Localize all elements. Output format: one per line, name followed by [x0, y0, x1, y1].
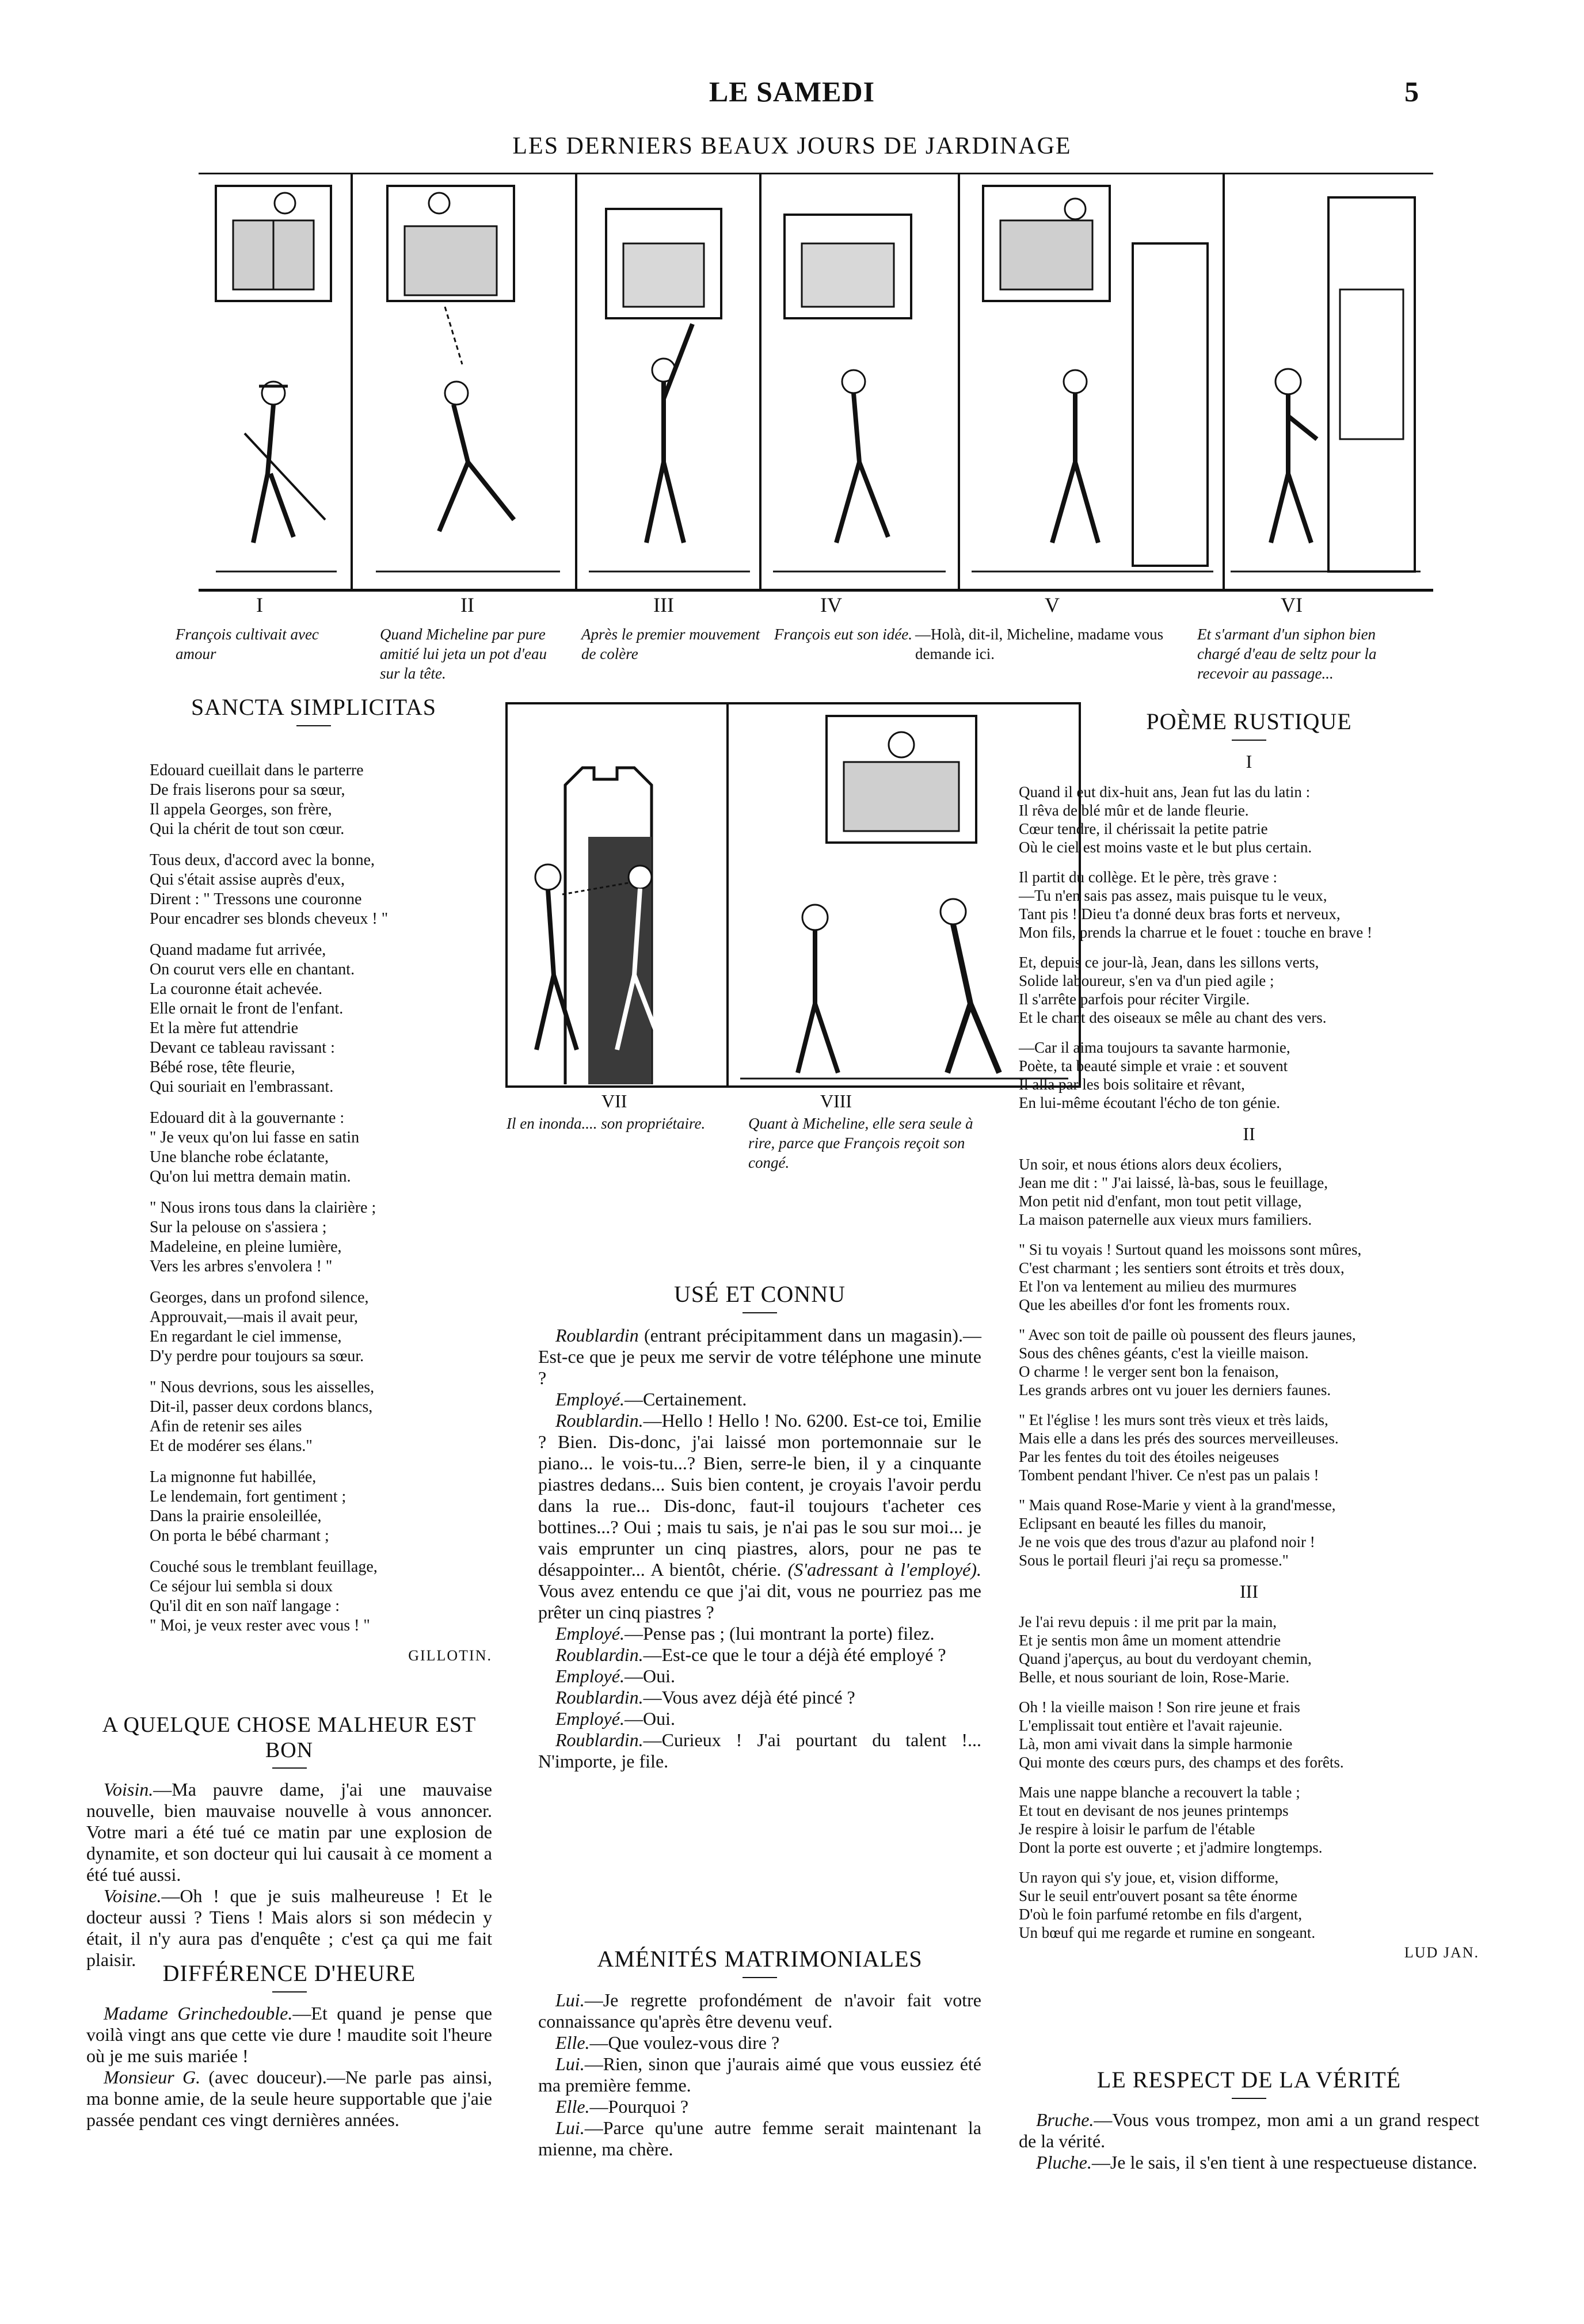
difference-title: DIFFÉRENCE D'HEURE — [162, 1960, 416, 1986]
numeral-5: V — [1045, 593, 1060, 616]
caption-1: François cultivait avec amour — [176, 626, 319, 662]
poeme-part-3-text: Je l'ai revu depuis : il me prit par la main, Et je sentis mon âme un moment attendrie Quand j'aperçus, au bout du verdoyant chemin, Belle, et nous souriant de loin, Rose-Marie. Oh ! la vieille maison ! Son rire jeune et frais L'emplissait tout entière et l'avait rajeunie. Là, mon ami vivait dans la simple harmonie Qui monte des cœurs purs, des champs et des forêts. Mais une nappe blanche a recouvert la table ; Et tout en devisant de nos jeunes printemps Je respire à loisir le parfum de l'étable Dont la porte est ouverte ; et j'admire longtemps. Un rayon qui s'y joue, et, vision difforme, Sur le seuil entr'ouvert posant sa tête énorme D'où le foin parfumé retombe en fils d'argent, Un bœuf qui me regarde et rumine en songeant. — [1019, 1613, 1344, 1941]
caption-4: François eut son idée. — [774, 626, 912, 643]
difference-body: Madame Grinchedouble.—Et quand je pense que voilà vingt ans que cette vie dure ! maudite soit l'heure où je me suis mariée ! Monsieur G. (avec douceur).—Ne parle pas ainsi, ma bonne amie, de la seule heure supportable que j'aie passée pendant ces vingt dernières années. — [86, 2003, 493, 2130]
stanza: " Nous devrions, sous les aisselles, Dit-il, passer deux cordons blancs, Afin de retenir ses ailes Et de modérer ses élans." — [150, 1378, 375, 1455]
poeme-signature: LUD JAN. — [1404, 1944, 1479, 1961]
numeral-2: II — [460, 593, 474, 616]
article-sancta-simplicitas — [135, 694, 492, 1664]
comic-strip — [199, 173, 1433, 592]
article-amenites — [538, 1945, 981, 2160]
caption-6: Et s'armant d'un siphon bien chargé d'eau de seltz pour la recevoir au passage... — [1197, 626, 1377, 682]
sancta-signature: GILLOTIN. — [408, 1647, 492, 1664]
illustration-gardener — [199, 174, 351, 586]
title-divider — [272, 1767, 307, 1769]
strip-panel-2 — [353, 174, 577, 589]
caption-5: —Holà, dit-il, Micheline, madame vous demande ici. — [915, 626, 1164, 662]
numeral-7: VII — [601, 1091, 627, 1111]
article-use-et-connu — [538, 1281, 981, 1772]
poeme-part-2-text: Un soir, et nous étions alors deux écoliers, Jean me dit : " J'ai laissé, là-bas, sous le feuillage, Mon petit nid d'enfant, mon tout petit village, La maison paternelle aux vieux murs familiers. " Si tu voyais ! Surtout quand les moissons sont mûres, C'est charmant ; les sentiers sont étroits et très doux, Et l'on va lentement au milieu des murmures Que les abeilles d'or font les froments roux. " Avec son toit de paille où poussent des fleurs jaunes, Sous des chênes géants, c'est la vieille maison. O charme ! le verger sent bon la fenaison, Les grands arbres ont vu jouer les derniers faunes. " Et l'église ! les murs sont très vieux et très laids, Mais elle a dans les prés des sources merveilleuses. Par les fentes du toit des étoiles neigeuses Tombent pendant l'hiver. Ce n'est pas un palais ! " Mais quand Rose-Marie y vient à la grand'messe, Eclipsant en beauté les filles du manoir, Je ne vois que des trous d'azur au plafond noir ! Sous le portail fleuri j'ai reçu sa promesse." — [1019, 1156, 1362, 1569]
title-divider — [296, 725, 331, 726]
title-divider — [742, 1977, 777, 1978]
title-divider — [272, 1991, 307, 1992]
numeral-3: III — [653, 593, 674, 616]
title-divider — [1232, 2098, 1266, 2099]
article-respect — [1019, 2066, 1479, 2173]
stanza: Couché sous le tremblant feuillage, Ce séjour lui sembla si doux Qu'il dit en son naïf langage : " Moi, je veux rester avec vous ! " — [150, 1558, 378, 1635]
illustration-siphon — [1225, 174, 1431, 586]
strip-panel-6 — [1225, 174, 1433, 589]
stanza: Quand madame fut arrivée, On courut vers elle en chantant. La couronne était achevée. Elle ornait le front de l'enfant. Et la mère fut attendrie Devant ce tableau ravissant : Bébé rose, tête fleurie, Qui souriait en l'embrassant. — [150, 941, 355, 1096]
panel-vii — [508, 704, 729, 1085]
stanza: " Nous irons tous dans la clairière ; Sur la pelouse on s'assiera ; Madeleine, en pleine lumière, Vers les arbres s'envolera ! " — [150, 1199, 376, 1275]
page-number: 5 — [1404, 75, 1419, 108]
amenites-body: Lui.—Je regrette profondément de n'avoir fait votre connaissance qu'après être devenu veuf. Elle.—Que voulez-vous dire ? Lui.—Rien, sinon que j'aurais aimé que vous eussiez été ma première femme. Elle.—Pourquoi ? Lui.—Parce qu'une autre femme serait maintenant la mienne, ma chère. — [538, 1990, 981, 2159]
illustration-soaked-owner — [508, 704, 724, 1085]
illustration-idea — [761, 174, 958, 586]
stanza: Georges, dans un profond silence, Approuvait,—mais il avait peur, En regardant le ciel immense, D'y perdre pour toujours sa sœur. — [150, 1289, 369, 1365]
illustration-calling — [960, 174, 1223, 586]
comic-panels-vii-viii — [505, 702, 1081, 1088]
article-poeme-rustique — [1019, 708, 1479, 1961]
caption-8: Quant à Micheline, elle sera seule à rire, parce que François reçoit son congé. — [748, 1115, 973, 1171]
use-title: USÉ ET CONNU — [674, 1281, 846, 1307]
title-divider — [742, 1312, 777, 1313]
respect-title: LE RESPECT DE LA VÉRITÉ — [1096, 2067, 1402, 2093]
page-title: LES DERNIERS BEAUX JOURS DE JARDINAGE — [512, 133, 1072, 159]
sancta-poem — [135, 761, 492, 1636]
numeral-8: VIII — [820, 1091, 852, 1111]
amenites-title: AMÉNITÉS MATRIMONIALES — [597, 1946, 923, 1972]
strip-panel-5 — [960, 174, 1225, 589]
numeral-1: I — [256, 593, 263, 616]
respect-body: Bruche.—Vous vous trompez, mon ami a un grand respect de la vérité. Pluche.—Je le sais, il s'en tient à une respectueuse distance. — [1019, 2109, 1479, 2173]
poeme-part-2: II — [1243, 1123, 1255, 1144]
malheur-body: Voisin.—Ma pauvre dame, j'ai une mauvaise nouvelle, bien mauvaise nouvelle à vous annoncer. Votre mari a été tué ce matin par une explosion de dynamite, et son docteur qui lui causait à ce moment a été tué aussi. Voisine.—Oh ! que je suis malheureuse ! Et le docteur aussi ? Tiens ! Mais alors si son médecin y était, il n'y aura pas d'enquête ; c'est ça qui me fait plaisir. — [86, 1779, 492, 1970]
title-divider — [1232, 740, 1266, 741]
strip-panel-3 — [577, 174, 761, 589]
poeme-part-1-text: Quand il eut dix-huit ans, Jean fut las du latin : Il rêva de blé mûr et de lande fleurie. Cœur tendre, il chérissait la petite patrie Où le ciel est moins vaste et le but plus certain. Il partit du collège. Et le père, très grave : —Tu n'en sais pas assez, mais puisque tu le veux, Tant pis ! Dieu t'a donné deux bras forts et nerveux, Mon fils, prends la charrue et le fouet : touche en brave ! Et, depuis ce jour-là, Jean, dans les sillons verts, Solide laboureur, s'en va d'un pied agile ; Il s'arrête parfois pour réciter Virgile. Et le chant des oiseaux se mêle au chant des vers. —Car il aima toujours ta savante harmonie, Poète, ta beauté simple et vraie : et souvent Il alla par les bois solitaire et rêvant, En lui-même écoutant l'écho de ton génie. — [1019, 783, 1373, 1111]
caption-7: Il en inonda.... son propriétaire. — [507, 1115, 706, 1132]
stanza: Tous deux, d'accord avec la bonne, Qui s'était assise auprès d'eux, Dirent : " Tressons une couronne Pour encadrer ses blonds cheveux ! " — [150, 851, 389, 928]
strip-panel-4 — [761, 174, 960, 589]
strip-panel-1 — [199, 174, 353, 589]
stanza: La mignonne fut habillée, Le lendemain, fort gentiment ; Dans la prairie ensoleillée, On porta le bébé charmant ; — [150, 1468, 346, 1545]
caption-2: Quand Micheline par pure amitié lui jeta un pot d'eau sur la tête. — [380, 626, 547, 682]
article-difference — [86, 1960, 492, 2131]
illustration-water-pour — [353, 174, 575, 586]
use-body: Roublardin (entrant précipitamment dans un magasin).—Est-ce que je peux me servir de votre téléphone une minute ? Employé.—Certainement. Roublardin.—Hello ! Hello ! No. 6200. Est-ce toi, Emilie ? Bien. Dis-donc, j'ai laissé mon portemonnaie sur le piano... le vois-tu...? Bien, serre-le bien, il y a cinquante piastres dedans... Suis bien content, je croyais l'avoir perdu dans la rue... Dis-donc, faut-il toujours t'acheter ces bottines...? Oui ; mais tu sais, je n'ai pas le sou sur moi... je vais emprunter un cinq piastres, alors, pour ne pas te désappointer... A bientôt, chérie. (S'adressant à l'employé). Vous avez entendu ce que j'ai dit, vous ne pourriez pas me prêter un cinq piastres ? Employé.—Pense pas ; (lui montrant la porte) filez. Roublardin.—Est-ce que le tour a déjà été employé ? Employé.—Oui. Roublardin.—Vous avez déjà été pincé ? Employé.—Oui. Roublardin.—Curieux ! J'ai pourtant du talent !... N'importe, je file. — [538, 1325, 982, 1771]
stanza: Edouard dit à la gouvernante : " Je veux qu'on lui fasse en satin Une blanche robe éclatante, Qu'on lui mettra demain matin. — [150, 1109, 360, 1186]
poeme-part-1: I — [1246, 751, 1252, 772]
sancta-title: SANCTA SIMPLICITAS — [191, 694, 437, 720]
caption-3: Après le premier mouvement de colère — [581, 626, 760, 662]
illustration-anger — [577, 174, 759, 586]
article-malheur — [86, 1712, 492, 1971]
numeral-6: VI — [1281, 593, 1303, 616]
numeral-4: IV — [820, 593, 842, 616]
poeme-part-3: III — [1240, 1581, 1258, 1602]
malheur-title: A QUELQUE CHOSE MALHEUR EST BON — [102, 1713, 477, 1762]
poeme-title: POÈME RUSTIQUE — [1146, 708, 1352, 734]
masthead: LE SAMEDI — [709, 75, 875, 108]
stanza: Edouard cueillait dans le parterre De frais liserons pour sa sœur, Il appela Georges, son frère, Qui la chérit de tout son cœur. — [150, 761, 364, 838]
